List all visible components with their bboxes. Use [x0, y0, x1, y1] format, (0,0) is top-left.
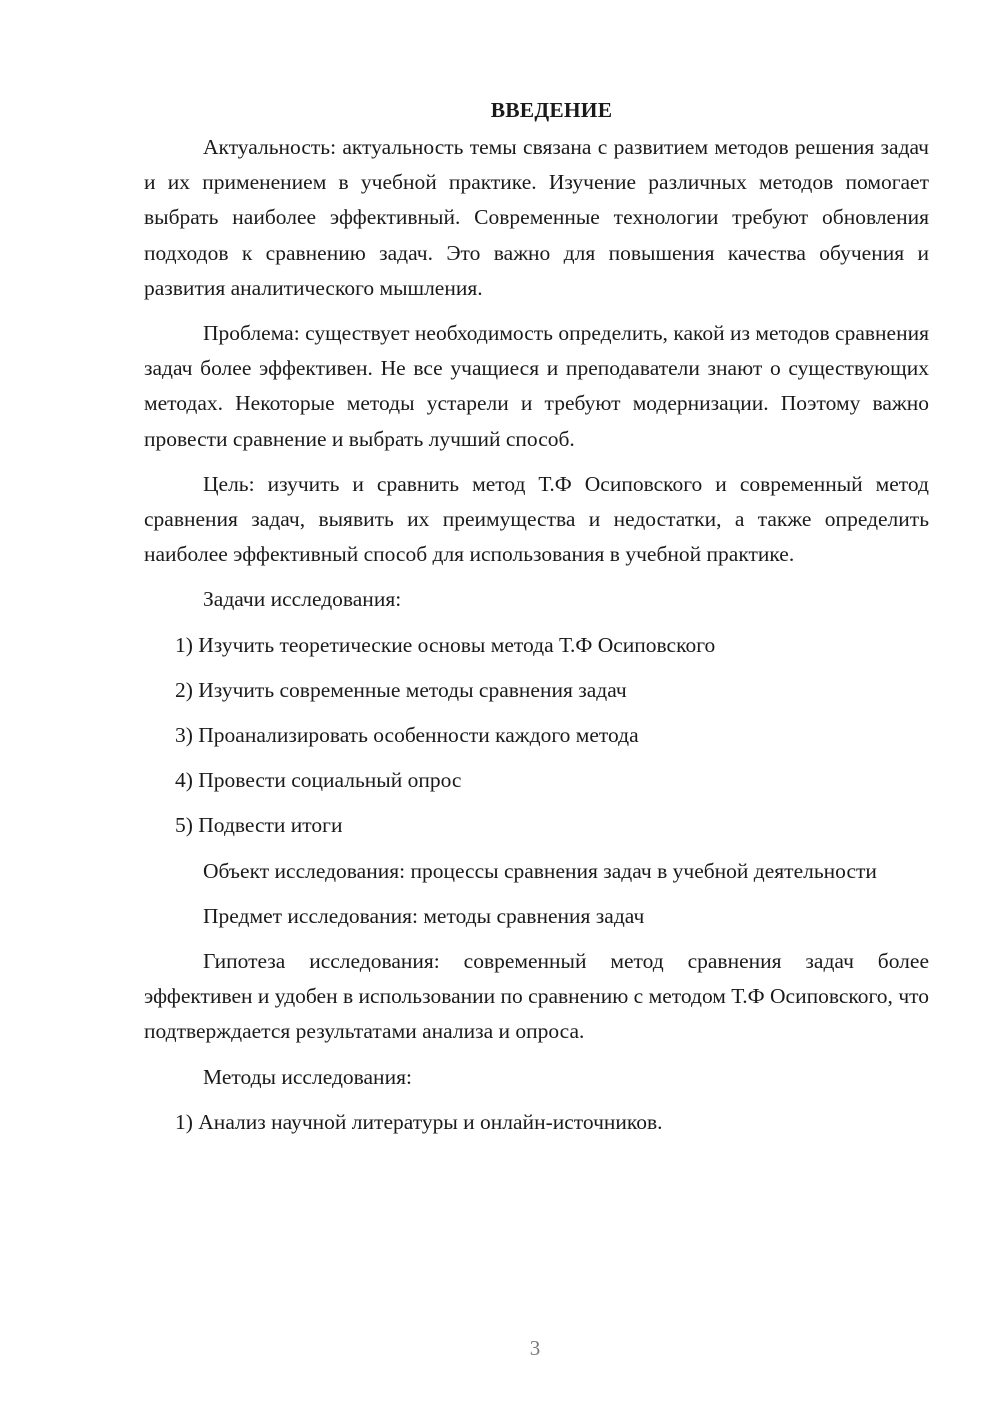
- list-item: 1) Изучить теоретические основы метода Т.Ф Осиповского: [175, 632, 716, 657]
- methods-list: [144, 1105, 929, 1140]
- paragraph-object: Объект исследования: процессы сравнения задач в учебной деятельности: [203, 858, 877, 883]
- list-item: 3) Проанализировать особенности каждого метода: [175, 723, 639, 748]
- page-number: 3: [529, 1336, 541, 1360]
- paragraph-problem: Проблема: существует необходимость определить, какой из методов сравнения задач более эффективен. Не все учащиеся и преподаватели знают о существующих методах. Некоторые методы устарели и требуют модернизации. Поэтому важно провести сравнение и выбрать лучший способ.: [144, 321, 929, 451]
- tasks-list: [144, 628, 929, 844]
- methods-heading: Методы исследования:: [203, 1064, 412, 1089]
- list-item: 4) Провести социальный опрос: [175, 768, 462, 793]
- list-item: 5) Подвести итоги: [175, 813, 343, 838]
- paragraph-hypothesis: Гипотеза исследования: современный метод сравнения задач более эффективен и удобен в использовании по сравнению с методом Т.Ф Осиповского, что подтверждается результатами анализа и опроса.: [144, 949, 929, 1044]
- tasks-heading: Задачи исследования:: [203, 587, 402, 612]
- page-content: [144, 92, 929, 1150]
- list-item: 1) Анализ научной литературы и онлайн-источников.: [175, 1109, 663, 1134]
- list-item: 2) Изучить современные методы сравнения задач: [175, 677, 627, 702]
- paragraph-relevance: Актуальность: актуальность темы связана с развитием методов решения задач и их применением в учебной практике. Изучение различных методов помогает выбрать наиболее эффективный. Современные технологии требуют обновления подходов к сравнению задач. Это важно для повышения качества обучения и развития аналитического мышления.: [144, 135, 929, 300]
- paragraph-subject: Предмет исследования: методы сравнения задач: [203, 903, 645, 928]
- paragraph-goal: Цель: изучить и сравнить метод Т.Ф Осиповского и современный метод сравнения задач, выявить их преимущества и недостатки, а также определить наиболее эффективный способ для использования в учебной практике.: [144, 471, 929, 567]
- page-title: ВВЕДЕНИЕ: [490, 98, 613, 122]
